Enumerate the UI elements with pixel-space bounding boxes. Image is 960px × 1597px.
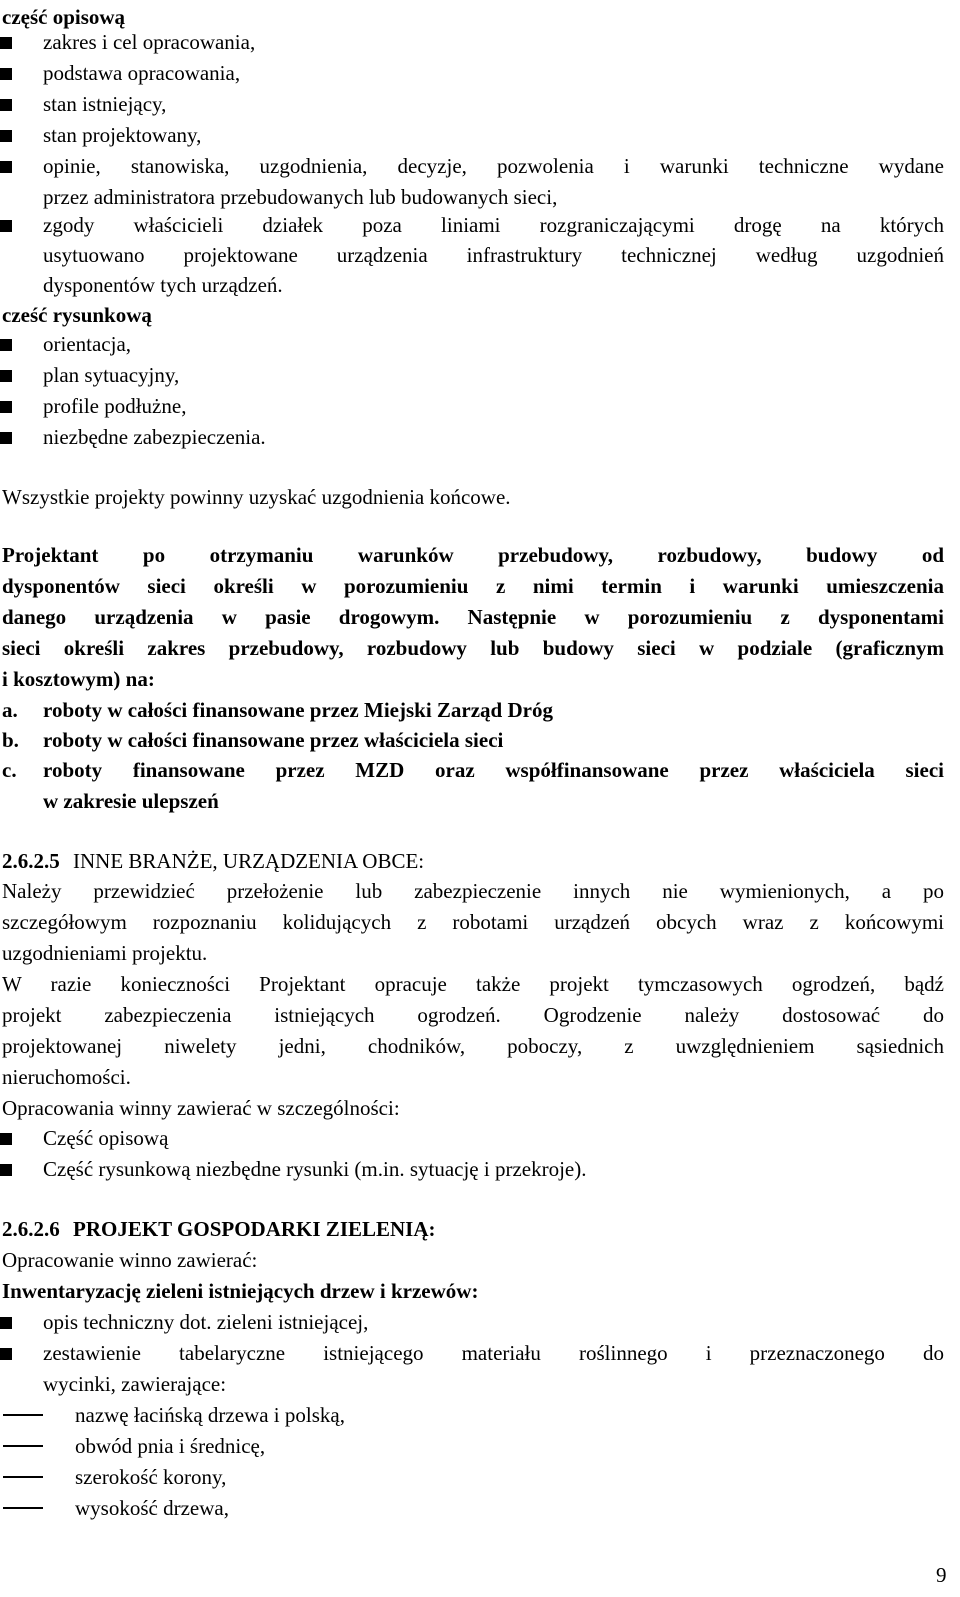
- list-item: plan sytuacyjny,: [43, 363, 180, 387]
- list-item: Część rysunkową niezbędne rysunki (m.in. sytuację i przekroje).: [43, 1157, 587, 1181]
- dash-icon: [3, 1414, 43, 1416]
- paragraph-line: projektowanej niwelety jedni, chodników, poboczy, z uwzględnieniem sąsiednich: [2, 1034, 944, 1058]
- bullet-icon: [0, 1133, 12, 1145]
- paragraph-line: Należy przewidzieć przełożenie lub zabezpieczenie innych nie wymienionych, a po: [2, 879, 944, 903]
- paragraph-line: Opracowanie winno zawierać:: [2, 1248, 258, 1272]
- bullet-icon: [0, 339, 12, 351]
- page-number: 9: [936, 1563, 947, 1587]
- list-item: opinie, stanowiska, uzgodnienia, decyzje, pozwolenia i warunki techniczne wydane: [43, 154, 944, 178]
- list-item-continuation: w zakresie ulepszeń: [43, 789, 219, 813]
- list-item: roboty w całości finansowane przez Miejski Zarząd Dróg: [43, 698, 553, 722]
- section-heading: [2, 846, 424, 877]
- paragraph-line: dysponentów sieci określi w porozumieniu z nimi termin i warunki umieszczenia: [2, 574, 944, 598]
- bullet-icon: [0, 1348, 12, 1360]
- bullet-icon: [0, 220, 12, 232]
- subheading: Inwentaryzację zieleni istniejących drzew i krzewów:: [2, 1279, 479, 1303]
- dash-list-item: szerokość korony,: [75, 1465, 227, 1489]
- list-item: profile podłużne,: [43, 394, 187, 418]
- list-item: opis techniczny dot. zieleni istniejącej,: [43, 1310, 369, 1334]
- bullet-icon: [0, 37, 12, 49]
- list-marker: b.: [2, 728, 19, 752]
- bullet-icon: [0, 1317, 12, 1329]
- list-item: Część opisową: [43, 1126, 169, 1150]
- dash-icon: [3, 1476, 43, 1478]
- list-item-continuation: usytuowano projektowane urządzenia infrastruktury technicznej według uzgodnień: [43, 243, 944, 267]
- section-number: 2.6.2.6: [2, 1217, 60, 1241]
- bullet-icon: [0, 432, 12, 444]
- bullet-icon: [0, 1164, 12, 1176]
- paragraph-line: nieruchomości.: [2, 1065, 131, 1089]
- section-title: INNE BRANŻE, URZĄDZENIA OBCE:: [73, 849, 425, 873]
- section-heading: [2, 1214, 436, 1245]
- paragraph-line: projekt zabezpieczenia istniejących ogrodzeń. Ogrodzenie należy dostosować do: [2, 1003, 944, 1027]
- bullet-icon: [0, 401, 12, 413]
- section-title: PROJEKT GOSPODARKI ZIELENIĄ:: [73, 1217, 436, 1241]
- bullet-icon: [0, 370, 12, 382]
- approval-note: Wszystkie projekty powinny uzyskać uzgodnienia końcowe.: [2, 485, 511, 509]
- paragraph-line: sieci określi zakres przebudowy, rozbudowy lub budowy sieci w podziale (graficznym: [2, 636, 944, 660]
- list-marker: c.: [2, 758, 17, 782]
- dash-icon: [3, 1445, 43, 1447]
- list-item: roboty w całości finansowane przez właściciela sieci: [43, 728, 504, 752]
- list-item: zakres i cel opracowania,: [43, 30, 256, 54]
- bullet-icon: [0, 68, 12, 80]
- bullet-icon: [0, 99, 12, 111]
- list-item-continuation: przez administratora przebudowanych lub budowanych sieci,: [43, 185, 558, 209]
- paragraph-line: szczegółowym rozpoznaniu kolidujących z robotami urządzeń obcych wraz z końcowymi: [2, 910, 944, 934]
- paragraph-line: i kosztowym) na:: [2, 667, 155, 691]
- paragraph-line: Opracowania winny zawierać w szczególności:: [2, 1096, 400, 1120]
- list-item: niezbędne zabezpieczenia.: [43, 425, 266, 449]
- part2-heading: cześć rysunkową: [2, 303, 152, 327]
- section-number: 2.6.2.5: [2, 849, 60, 873]
- list-item: stan istniejący,: [43, 92, 167, 116]
- dash-list-item: wysokość drzewa,: [75, 1496, 229, 1520]
- paragraph-line: W razie konieczności Projektant opracuje także projekt tymczasowych ogrodzeń, bądź: [2, 972, 944, 996]
- list-item: zestawienie tabelaryczne istniejącego materiału roślinnego i przeznaczonego do: [43, 1341, 944, 1365]
- part1-heading: część opisową: [2, 5, 126, 29]
- list-item: orientacja,: [43, 332, 132, 356]
- list-item-continuation: wycinki, zawierające:: [43, 1372, 227, 1396]
- dash-list-item: nazwę łacińską drzewa i polską,: [75, 1403, 345, 1427]
- dash-icon: [3, 1507, 43, 1509]
- paragraph-line: danego urządzenia w pasie drogowym. Następnie w porozumieniu z dysponentami: [2, 605, 944, 629]
- bullet-icon: [0, 130, 12, 142]
- dash-list-item: obwód pnia i średnicę,: [75, 1434, 266, 1458]
- paragraph-line: uzgodnieniami projektu.: [2, 941, 208, 965]
- list-item: zgody właścicieli działek poza liniami rozgraniczającymi drogę na których: [43, 213, 944, 237]
- paragraph-line: Projektant po otrzymaniu warunków przebudowy, rozbudowy, budowy od: [2, 543, 944, 567]
- list-marker: a.: [2, 698, 18, 722]
- list-item: podstawa opracowania,: [43, 61, 241, 85]
- bullet-icon: [0, 161, 12, 173]
- list-item-continuation: dysponentów tych urządzeń.: [43, 273, 283, 297]
- list-item: roboty finansowane przez MZD oraz współfinansowane przez właściciela sieci: [43, 758, 944, 782]
- list-item: stan projektowany,: [43, 123, 202, 147]
